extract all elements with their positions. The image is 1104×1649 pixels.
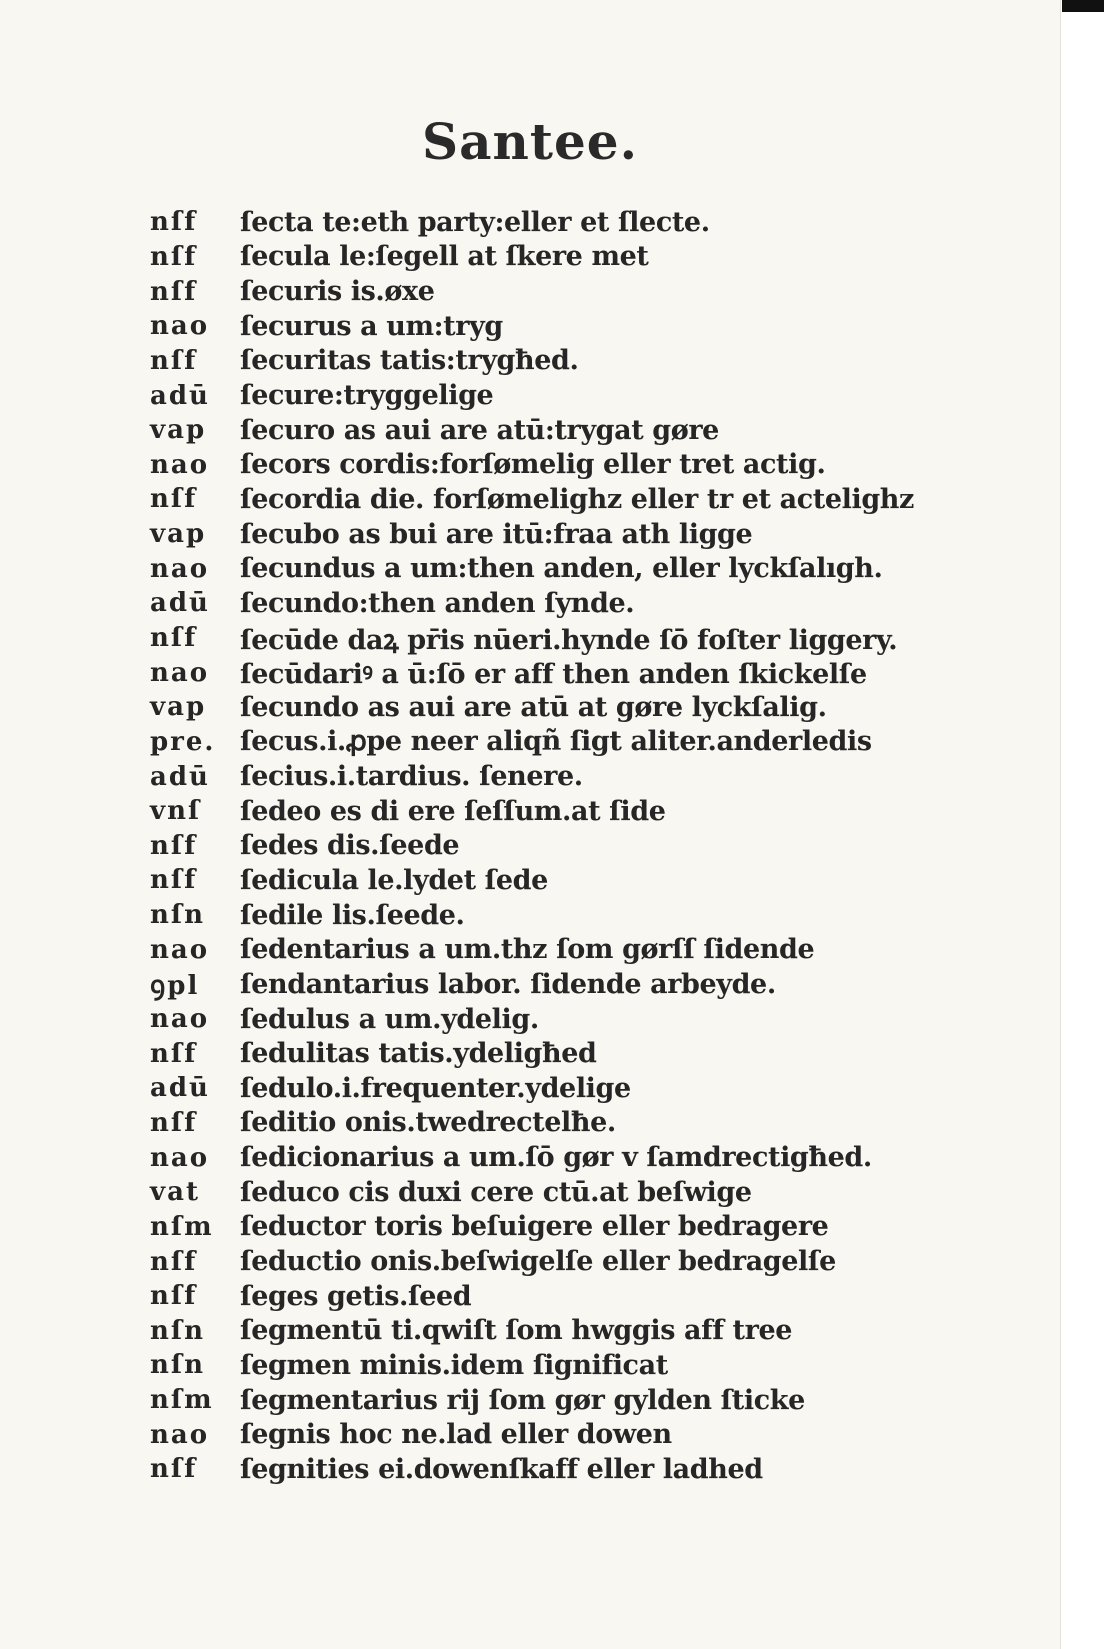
dictionary-entry [150,413,1050,448]
entry-grammar-abbr: nſf [150,241,198,272]
entry-gloss: ſecuro as aui are atū:trygat gøre [240,414,719,446]
entry-grammar-abbr: nſf [150,276,198,307]
dictionary-entry [150,1071,1050,1106]
entry-grammar-abbr: nſf [150,484,198,515]
entry-grammar-abbr: vap [150,519,207,550]
entry-grammar-abbr: nſm [150,1211,214,1242]
page-heading: Santee. [422,112,638,171]
dictionary-entry [150,1175,1050,1210]
dictionary-entry [150,240,1050,275]
entry-gloss: ſecundo as aui are atū at gøre lyckſalig. [240,691,827,723]
entry-gloss: ſecordia die. forſømelighz eller tr et actelighz [240,483,914,515]
entry-gloss: ſegnities ei.dowenſkaff eller ladhed [240,1453,763,1485]
dictionary-entry [150,655,1050,690]
dictionary-entry [150,1002,1050,1037]
dictionary-entry [150,344,1050,379]
dictionary-entry [150,932,1050,967]
dictionary-entry [150,309,1050,344]
entry-grammar-abbr: nſn [150,1315,205,1346]
entry-gloss: ſedicula le.lydet ſede [240,864,548,896]
dictionary-entry [150,829,1050,864]
entry-gloss: ſedile lis.ſeede. [240,899,465,931]
entry-gloss: ſegmentū ti.qwiſt ſom hwggis aff tree [240,1315,793,1347]
dictionary-entry [150,1348,1050,1383]
entry-grammar-abbr: nſf [150,623,198,653]
dictionary-entry [150,898,1050,933]
entry-grammar-abbr: nao [150,553,210,584]
entry-gloss: ſecundus a um:then anden, eller lyckſalıgh. [240,553,883,585]
dictionary-entry [150,967,1050,1002]
dictionary-entry [150,274,1050,309]
entry-gloss: ſedulo.i.frequenter.ydelige [240,1072,631,1104]
entry-gloss: ſecors cordis:forſømelig eller tret actig. [240,449,826,481]
dictionary-entry [150,621,1050,656]
entry-grammar-abbr: nſm [150,1385,214,1416]
entry-gloss: ſegmen minis.idem ſignificat [240,1349,668,1381]
scan-edge-mark [1062,0,1104,12]
dictionary-entry [150,1383,1050,1418]
dictionary-entry [150,551,1050,586]
entry-grammar-abbr: adū [150,1073,210,1104]
scan-margin [1061,0,1104,1649]
entry-gloss: ſecure:tryggelige [240,380,494,412]
entry-grammar-abbr: nao [150,311,210,342]
entry-gloss: ſecundo:then anden ſynde. [240,587,635,619]
entry-gloss: ſedes dis.ſeede [240,830,460,862]
dictionary-entry [150,586,1050,621]
dictionary-entry [150,1314,1050,1349]
entry-gloss: ſecus.i.ꝓpe neer aliqñ ſigt aliter.anderledis [240,726,872,758]
dictionary-entry [150,1036,1050,1071]
dictionary-entry [150,863,1050,898]
entry-gloss: ſecurus a um:tryg [240,310,503,342]
dictionary-entry [150,794,1050,829]
entry-gloss: ſedeo es di ere ſeſſum.at ſide [240,795,666,827]
dictionary-entry-list [150,205,1050,1487]
entry-gloss: ſecūdariꝰ a ū:ſō er aff then anden ſkickelſe [240,659,867,691]
entry-grammar-abbr: nſf [150,345,198,376]
entry-grammar-abbr: nao [150,449,210,480]
entry-gloss: ſeditio onis.twedrectelħe. [240,1107,616,1139]
entry-gloss: ſegnis hoc ne.lad eller dowen [240,1419,672,1451]
dictionary-entry [150,1140,1050,1175]
entry-grammar-abbr: nao [150,934,210,965]
entry-gloss: ſedicionarius a um.ſō gør v ſamdrectigħed. [240,1142,872,1174]
entry-gloss: ſeges getis.ſeed [240,1280,472,1312]
entry-gloss: ſedentarius a um.thz ſom gørſſ ſidende [240,934,815,966]
entry-grammar-abbr: nſf [150,207,198,238]
entry-grammar-abbr: nſf [150,1281,198,1312]
entry-grammar-abbr: nſf [150,865,198,896]
entry-grammar-abbr: nſf [150,1038,198,1069]
entry-gloss: ſeductio onis.beſwigelſe eller bedragelſe [240,1246,836,1278]
dictionary-entry [150,517,1050,552]
entry-gloss: ſecuris is.øxe [240,276,435,308]
entry-grammar-abbr: vap [150,415,207,446]
dictionary-entry [150,1244,1050,1279]
entry-grammar-abbr: nao [150,1419,210,1450]
entry-gloss: ſegmentarius rij ſom gør gylden ſticke [240,1384,805,1416]
entry-grammar-abbr: nao [150,1142,210,1173]
dictionary-entry [150,482,1050,517]
dictionary-entry [150,447,1050,482]
entry-gloss: ſeductor toris beſuigere eller bedragere [240,1211,829,1243]
entry-grammar-abbr: nſf [150,1246,198,1277]
entry-grammar-abbr: ꝯpl [150,971,200,1002]
dictionary-entry [150,205,1050,240]
entry-gloss: ſecula le:ſegell at ſkere met [240,241,649,273]
dictionary-entry [150,725,1050,760]
entry-gloss: ſecubo as bui are itū:fraa ath ligge [240,518,753,550]
entry-grammar-abbr: nſf [150,830,198,861]
entry-gloss: ſecuritas tatis:trygħed. [240,345,579,377]
entry-gloss: ſedulus a um.ydelig. [240,1003,539,1035]
dictionary-entry [150,690,1050,725]
entry-gloss: ſecius.i.tardius. ſenere. [240,761,583,793]
entry-gloss: ſendantarius labor. ſidende arbeyde. [240,968,776,1000]
dictionary-entry [150,1210,1050,1245]
entry-gloss: ſeduco cis duxi cere ctū.at beſwige [240,1176,752,1208]
dictionary-entry [150,1279,1050,1314]
dictionary-entry [150,1452,1050,1487]
entry-grammar-abbr: pre. [150,726,216,757]
entry-gloss: ſedulitas tatis.ydeligħed [240,1038,597,1070]
entry-grammar-abbr: adū [150,380,210,411]
entry-grammar-abbr: nſf [150,1107,198,1138]
entry-grammar-abbr: adū [150,761,210,792]
dictionary-entry [150,759,1050,794]
dictionary-entry [150,1417,1050,1452]
entry-grammar-abbr: adū [150,588,210,619]
entry-grammar-abbr: vat [150,1177,200,1208]
entry-grammar-abbr: nſf [150,1454,198,1485]
entry-grammar-abbr: nſn [150,1350,205,1381]
dictionary-entry [150,378,1050,413]
entry-grammar-abbr: nſn [150,900,205,931]
entry-gloss: ſecta te:eth party:eller et ſlecte. [240,206,710,238]
entry-grammar-abbr: vap [150,692,207,723]
entry-grammar-abbr: nao [150,657,210,688]
dictionary-entry [150,1106,1050,1141]
entry-grammar-abbr: vnſ [150,796,202,827]
entry-gloss: ſecūde daꝝ pr̄is nūeri.hynde ſō foſter liggery. [240,624,898,656]
entry-grammar-abbr: nao [150,1004,210,1035]
